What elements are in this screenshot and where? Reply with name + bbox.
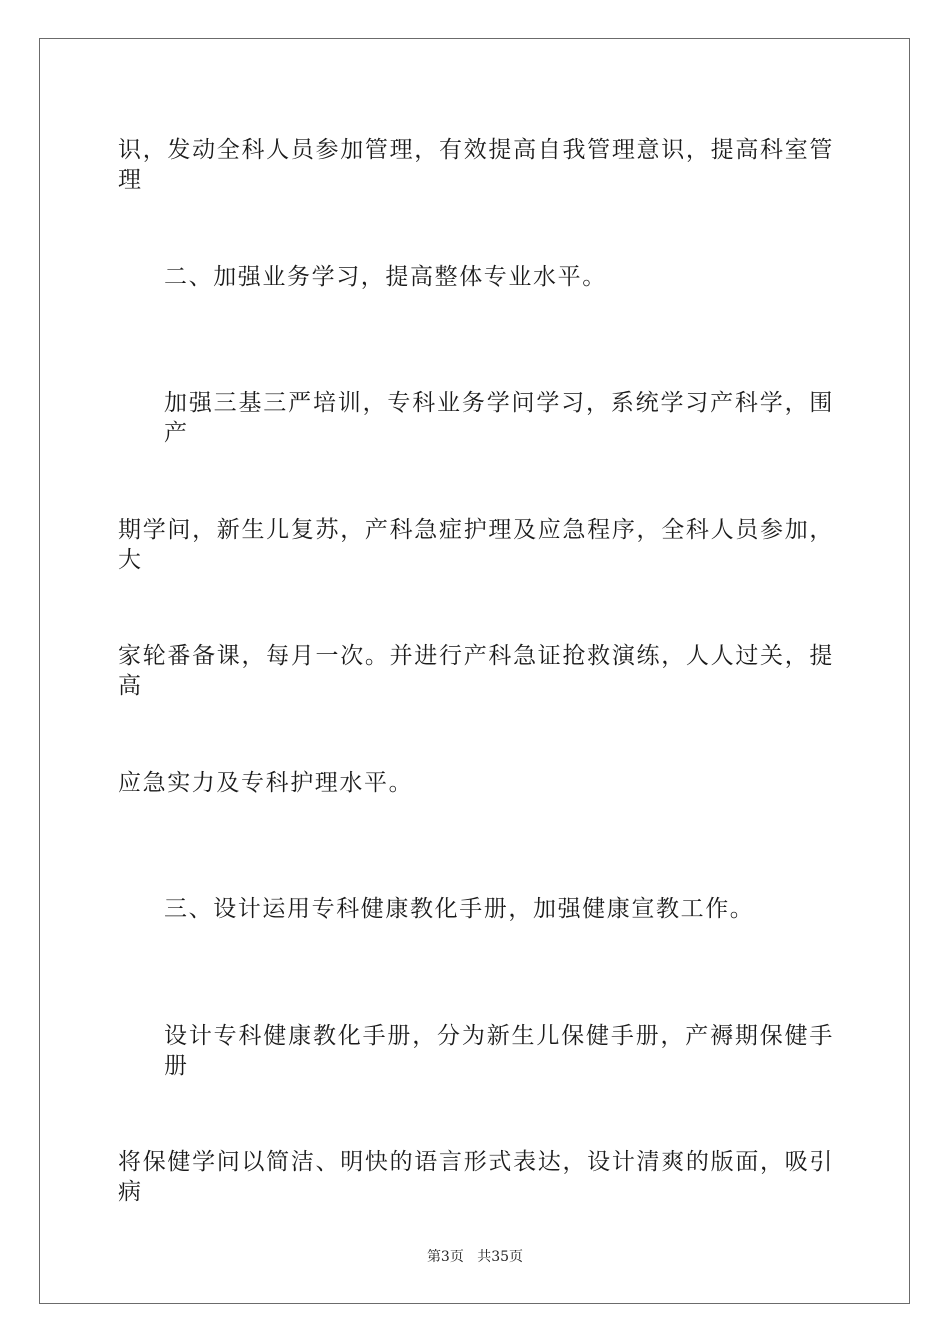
body-line-6: 应急实力及专科护理水平。	[118, 770, 414, 796]
body-line-9: 将保健学问以简洁、明快的语言形式表达，设计清爽的版面，吸引病	[118, 1149, 834, 1205]
page-footer	[0, 1248, 950, 1266]
body-line-1: 识，发动全科人员参加管理，有效提高自我管理意识，提高科室管理	[118, 137, 834, 193]
section-heading-3: 三、设计运用专科健康教化手册，加强健康宣教工作。	[164, 896, 755, 922]
page-number: 第3页	[426, 1249, 464, 1265]
page-total: 共35页	[477, 1249, 524, 1265]
body-line-5: 家轮番备课，每月一次。并进行产科急证抢救演练，人人过关，提高	[118, 643, 834, 699]
page-border	[39, 38, 910, 1304]
body-line-8: 设计专科健康教化手册，分为新生儿保健手册，产褥期保健手册	[164, 1023, 834, 1079]
body-line-3: 加强三基三严培训，专科业务学问学习，系统学习产科学，围产	[164, 390, 834, 446]
section-heading-2: 二、加强业务学习，提高整体专业水平。	[164, 264, 607, 290]
body-line-4: 期学问，新生儿复苏，产科急症护理及应急程序，全科人员参加，大	[118, 517, 834, 573]
